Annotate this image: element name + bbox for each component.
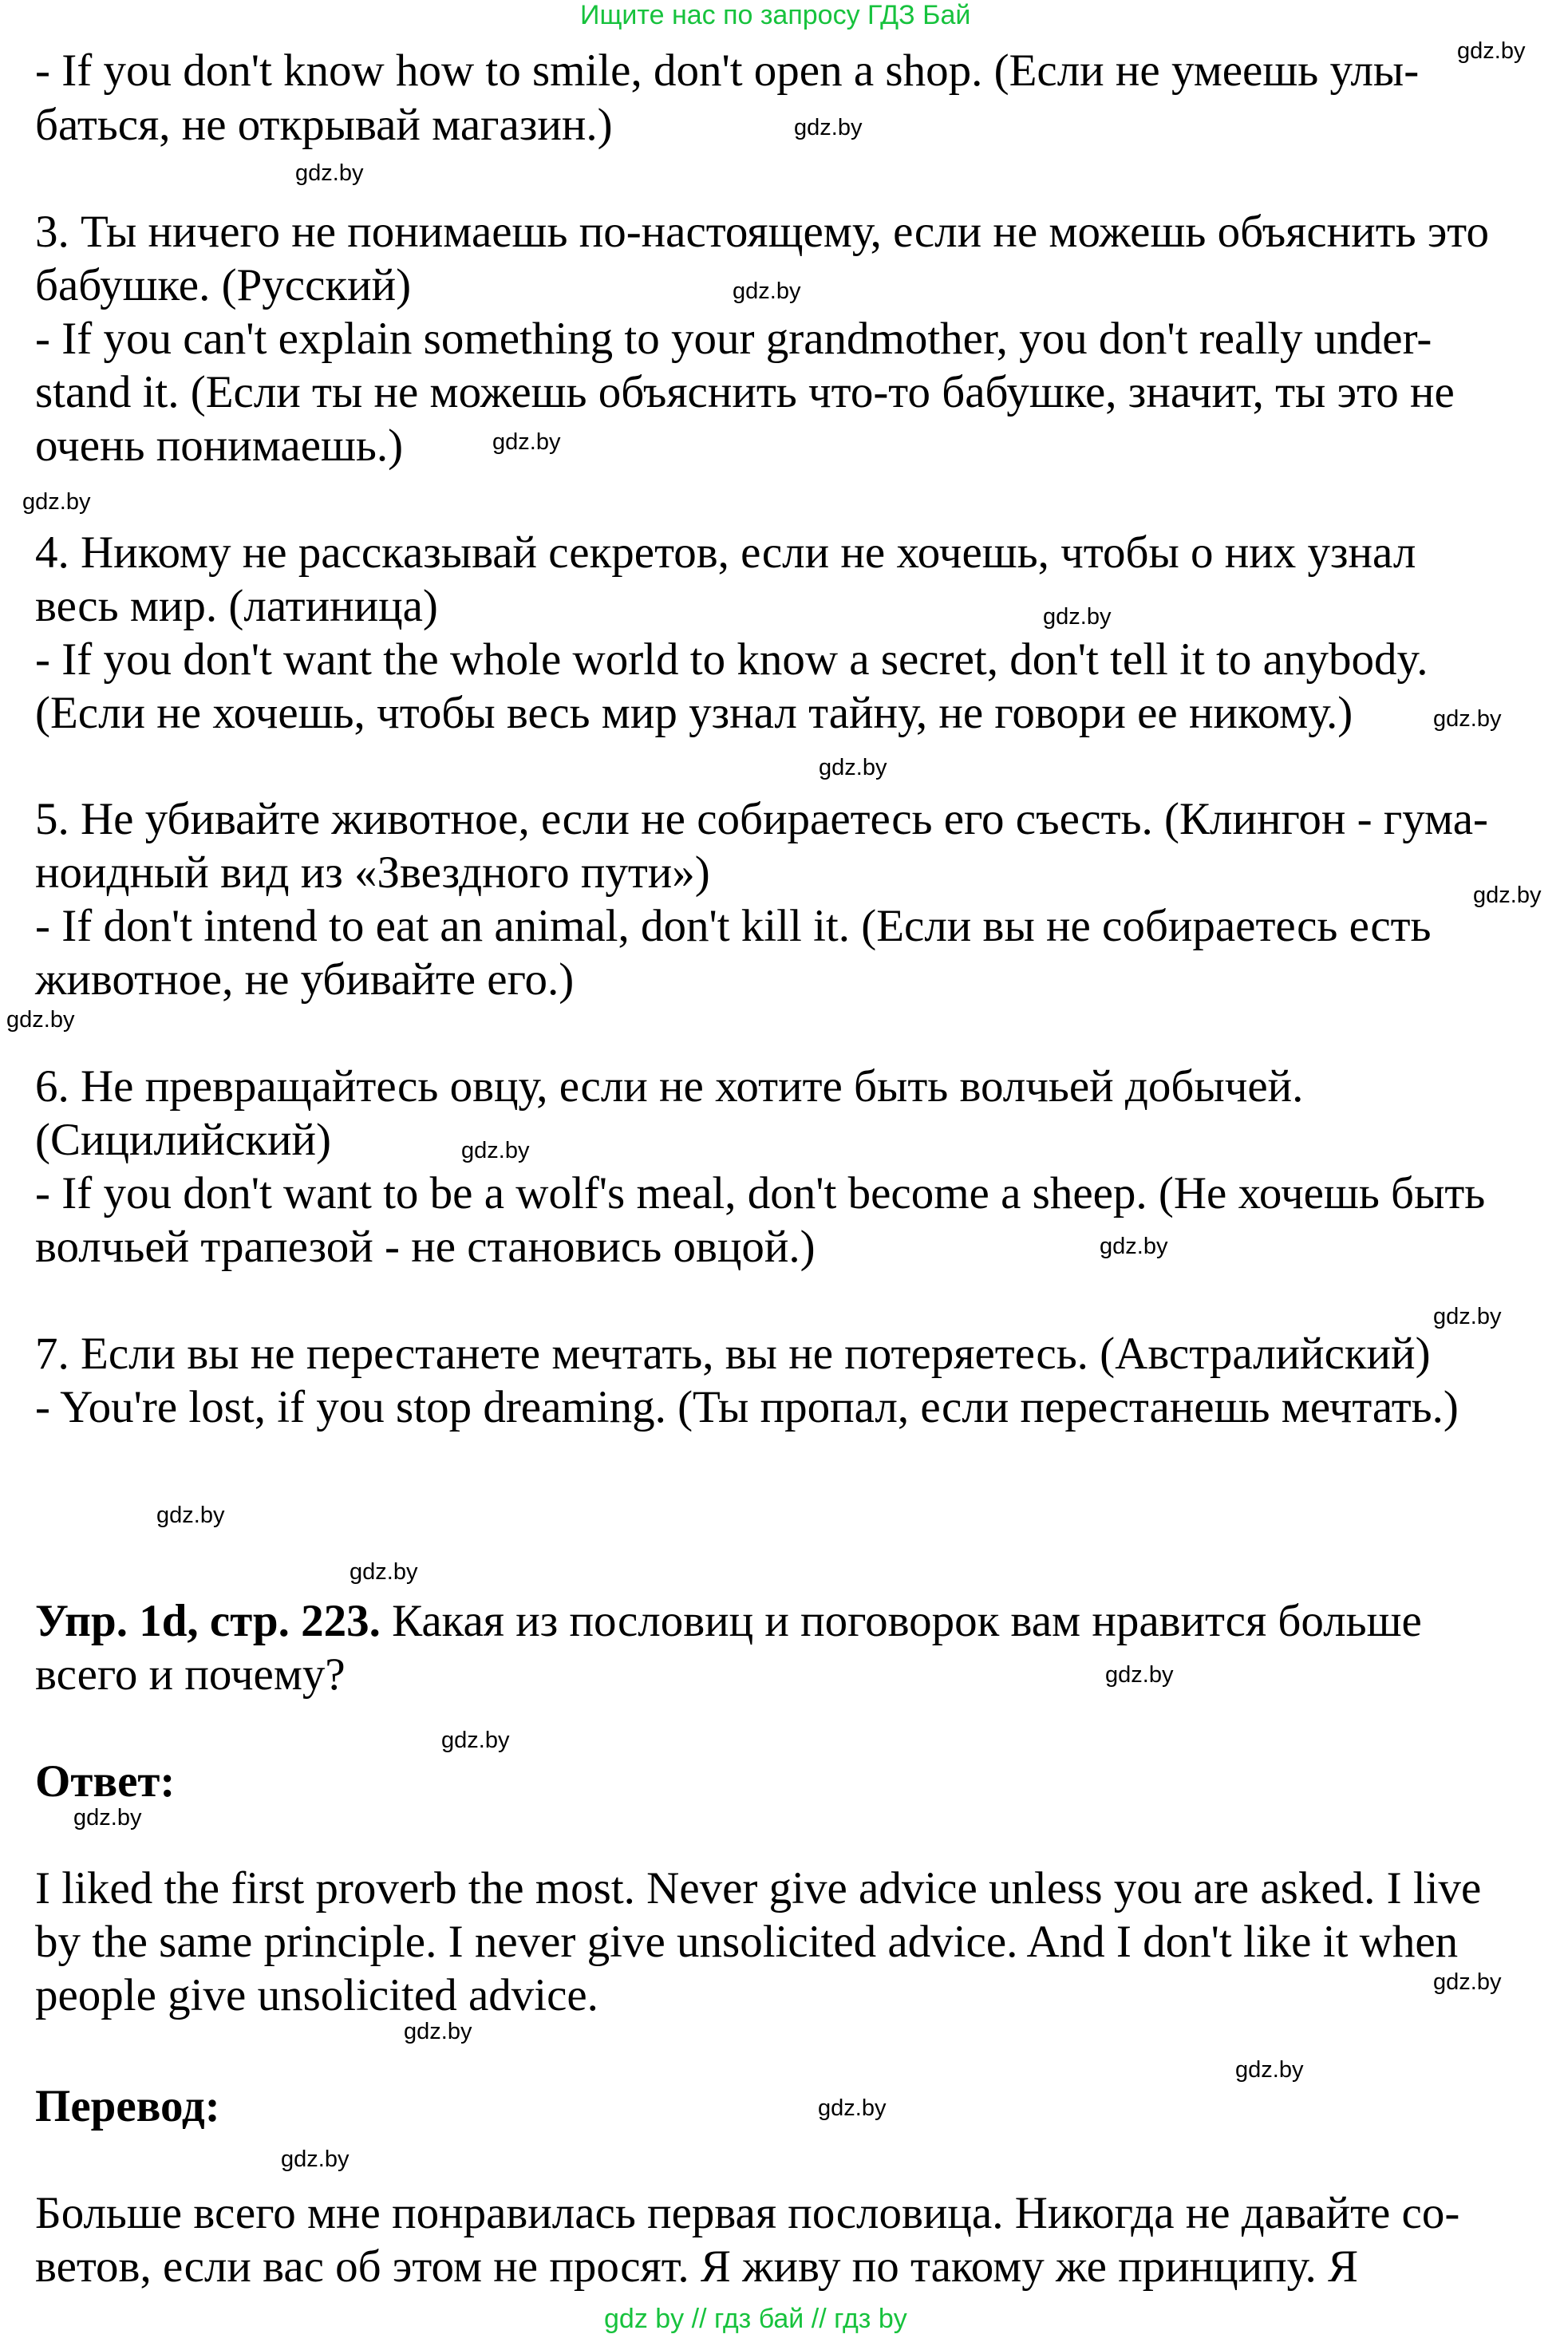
answer-line: by the same principle. I never give unsolicited advice. And I don't like it when: [35, 1917, 1459, 1967]
watermark: gdz.by: [295, 160, 364, 186]
text-line: stand it. (Если ты не можешь объяснить что-то бабушке, значит, ты это не: [35, 367, 1455, 417]
watermark: gdz.by: [350, 1559, 418, 1585]
text-line: - If don't intend to eat an animal, don't kill it. (Если вы не собираетесь есть: [35, 901, 1432, 951]
translation-line: Больше всего мне понравилась первая пословица. Никогда не давайте со-: [35, 2188, 1460, 2238]
text-line: - If you don't want the whole world to know a secret, don't tell it to anybody.: [35, 634, 1428, 685]
translation-heading: Перевод:: [35, 2081, 220, 2131]
answer-line: I liked the first proverb the most. Never give advice unless you are asked. I live: [35, 1863, 1482, 1913]
text-line: ноидный вид из «Звездного пути»): [35, 847, 710, 898]
watermark: gdz.by: [1433, 1969, 1502, 1995]
text-line: (Если не хочешь, чтобы весь мир узнал тайну, не говори ее никому.): [35, 688, 1353, 738]
watermark: gdz.by: [1473, 883, 1542, 908]
text-line: (Сицилийский): [35, 1115, 331, 1165]
watermark: gdz.by: [1235, 2057, 1304, 2083]
text-line: 7. Если вы не перестанете мечтать, вы не потеряетесь. (Австралийский): [35, 1329, 1431, 1379]
text-line: очень понимаешь.): [35, 421, 404, 471]
text-line: 4. Никому не рассказывай секретов, если не хочешь, чтобы о них узнал: [35, 527, 1416, 578]
watermark: gdz.by: [404, 2019, 472, 2044]
text-line: весь мир. (латиница): [35, 581, 438, 631]
exercise-question: [35, 1598, 1422, 1644]
watermark: gdz.by: [819, 755, 887, 780]
watermark: gdz.by: [733, 278, 801, 304]
watermark: gdz.by: [1433, 1304, 1502, 1329]
watermark: gdz.by: [818, 2095, 887, 2121]
watermark: gdz.by: [1043, 604, 1112, 630]
exercise-label: Упр. 1d, стр. 223.: [35, 1596, 381, 1646]
text-line: баться, не открывай магазин.): [35, 100, 613, 150]
exercise-question-line2: всего и почему?: [35, 1649, 346, 1700]
watermark: gdz.by: [441, 1728, 510, 1753]
text-line: 5. Не убивайте животное, если не собираетесь его съесть. (Клингон - гума-: [35, 794, 1488, 844]
watermark: gdz.by: [1100, 1234, 1168, 1259]
text-line: 3. Ты ничего не понимаешь по-настоящему, если не можешь объяснить это: [35, 207, 1489, 257]
watermark: gdz.by: [6, 1007, 75, 1033]
text-line: - If you don't want to be a wolf's meal, don't become a sheep. (Не хочешь быть: [35, 1168, 1486, 1218]
watermark: gdz.by: [1433, 706, 1502, 732]
text-line: волчьей трапезой - не становись овцой.): [35, 1222, 816, 1272]
header-banner[interactable]: Ищите нас по запросу ГДЗ Бай: [580, 0, 971, 30]
text-line: - If you can't explain something to your grandmother, you don't really under-: [35, 314, 1432, 364]
watermark: gdz.by: [73, 1805, 142, 1831]
watermark: gdz.by: [794, 115, 863, 140]
footer-links[interactable]: gdz by // гдз бай // гдз by: [604, 2304, 907, 2334]
watermark: gdz.by: [1105, 1662, 1174, 1688]
text-line: - You're lost, if you stop dreaming. (Ты пропал, если перестанешь мечтать.): [35, 1382, 1459, 1432]
watermark: gdz.by: [492, 429, 561, 455]
watermark: gdz.by: [1457, 38, 1526, 64]
text-line: животное, не убивайте его.): [35, 954, 575, 1005]
answer-heading: Ответ:: [35, 1756, 176, 1807]
translation-line: ветов, если вас об этом не просят. Я живу по такому же принципу. Я: [35, 2241, 1358, 2292]
text-line: 6. Не превращайтесь овцу, если не хотите быть волчьей добычей.: [35, 1061, 1304, 1112]
text-line: - If you don't know how to smile, don't open a shop. (Если не умеешь улы-: [35, 45, 1420, 96]
exercise-question-text: Какая из пословиц и поговорок вам нравится больше: [380, 1596, 1422, 1646]
watermark: gdz.by: [156, 1503, 225, 1528]
text-line: бабушке. (Русский): [35, 260, 412, 310]
answer-line: people give unsolicited advice.: [35, 1970, 598, 2020]
watermark: gdz.by: [281, 2147, 350, 2172]
watermark: gdz.by: [22, 489, 91, 515]
watermark: gdz.by: [461, 1138, 530, 1163]
